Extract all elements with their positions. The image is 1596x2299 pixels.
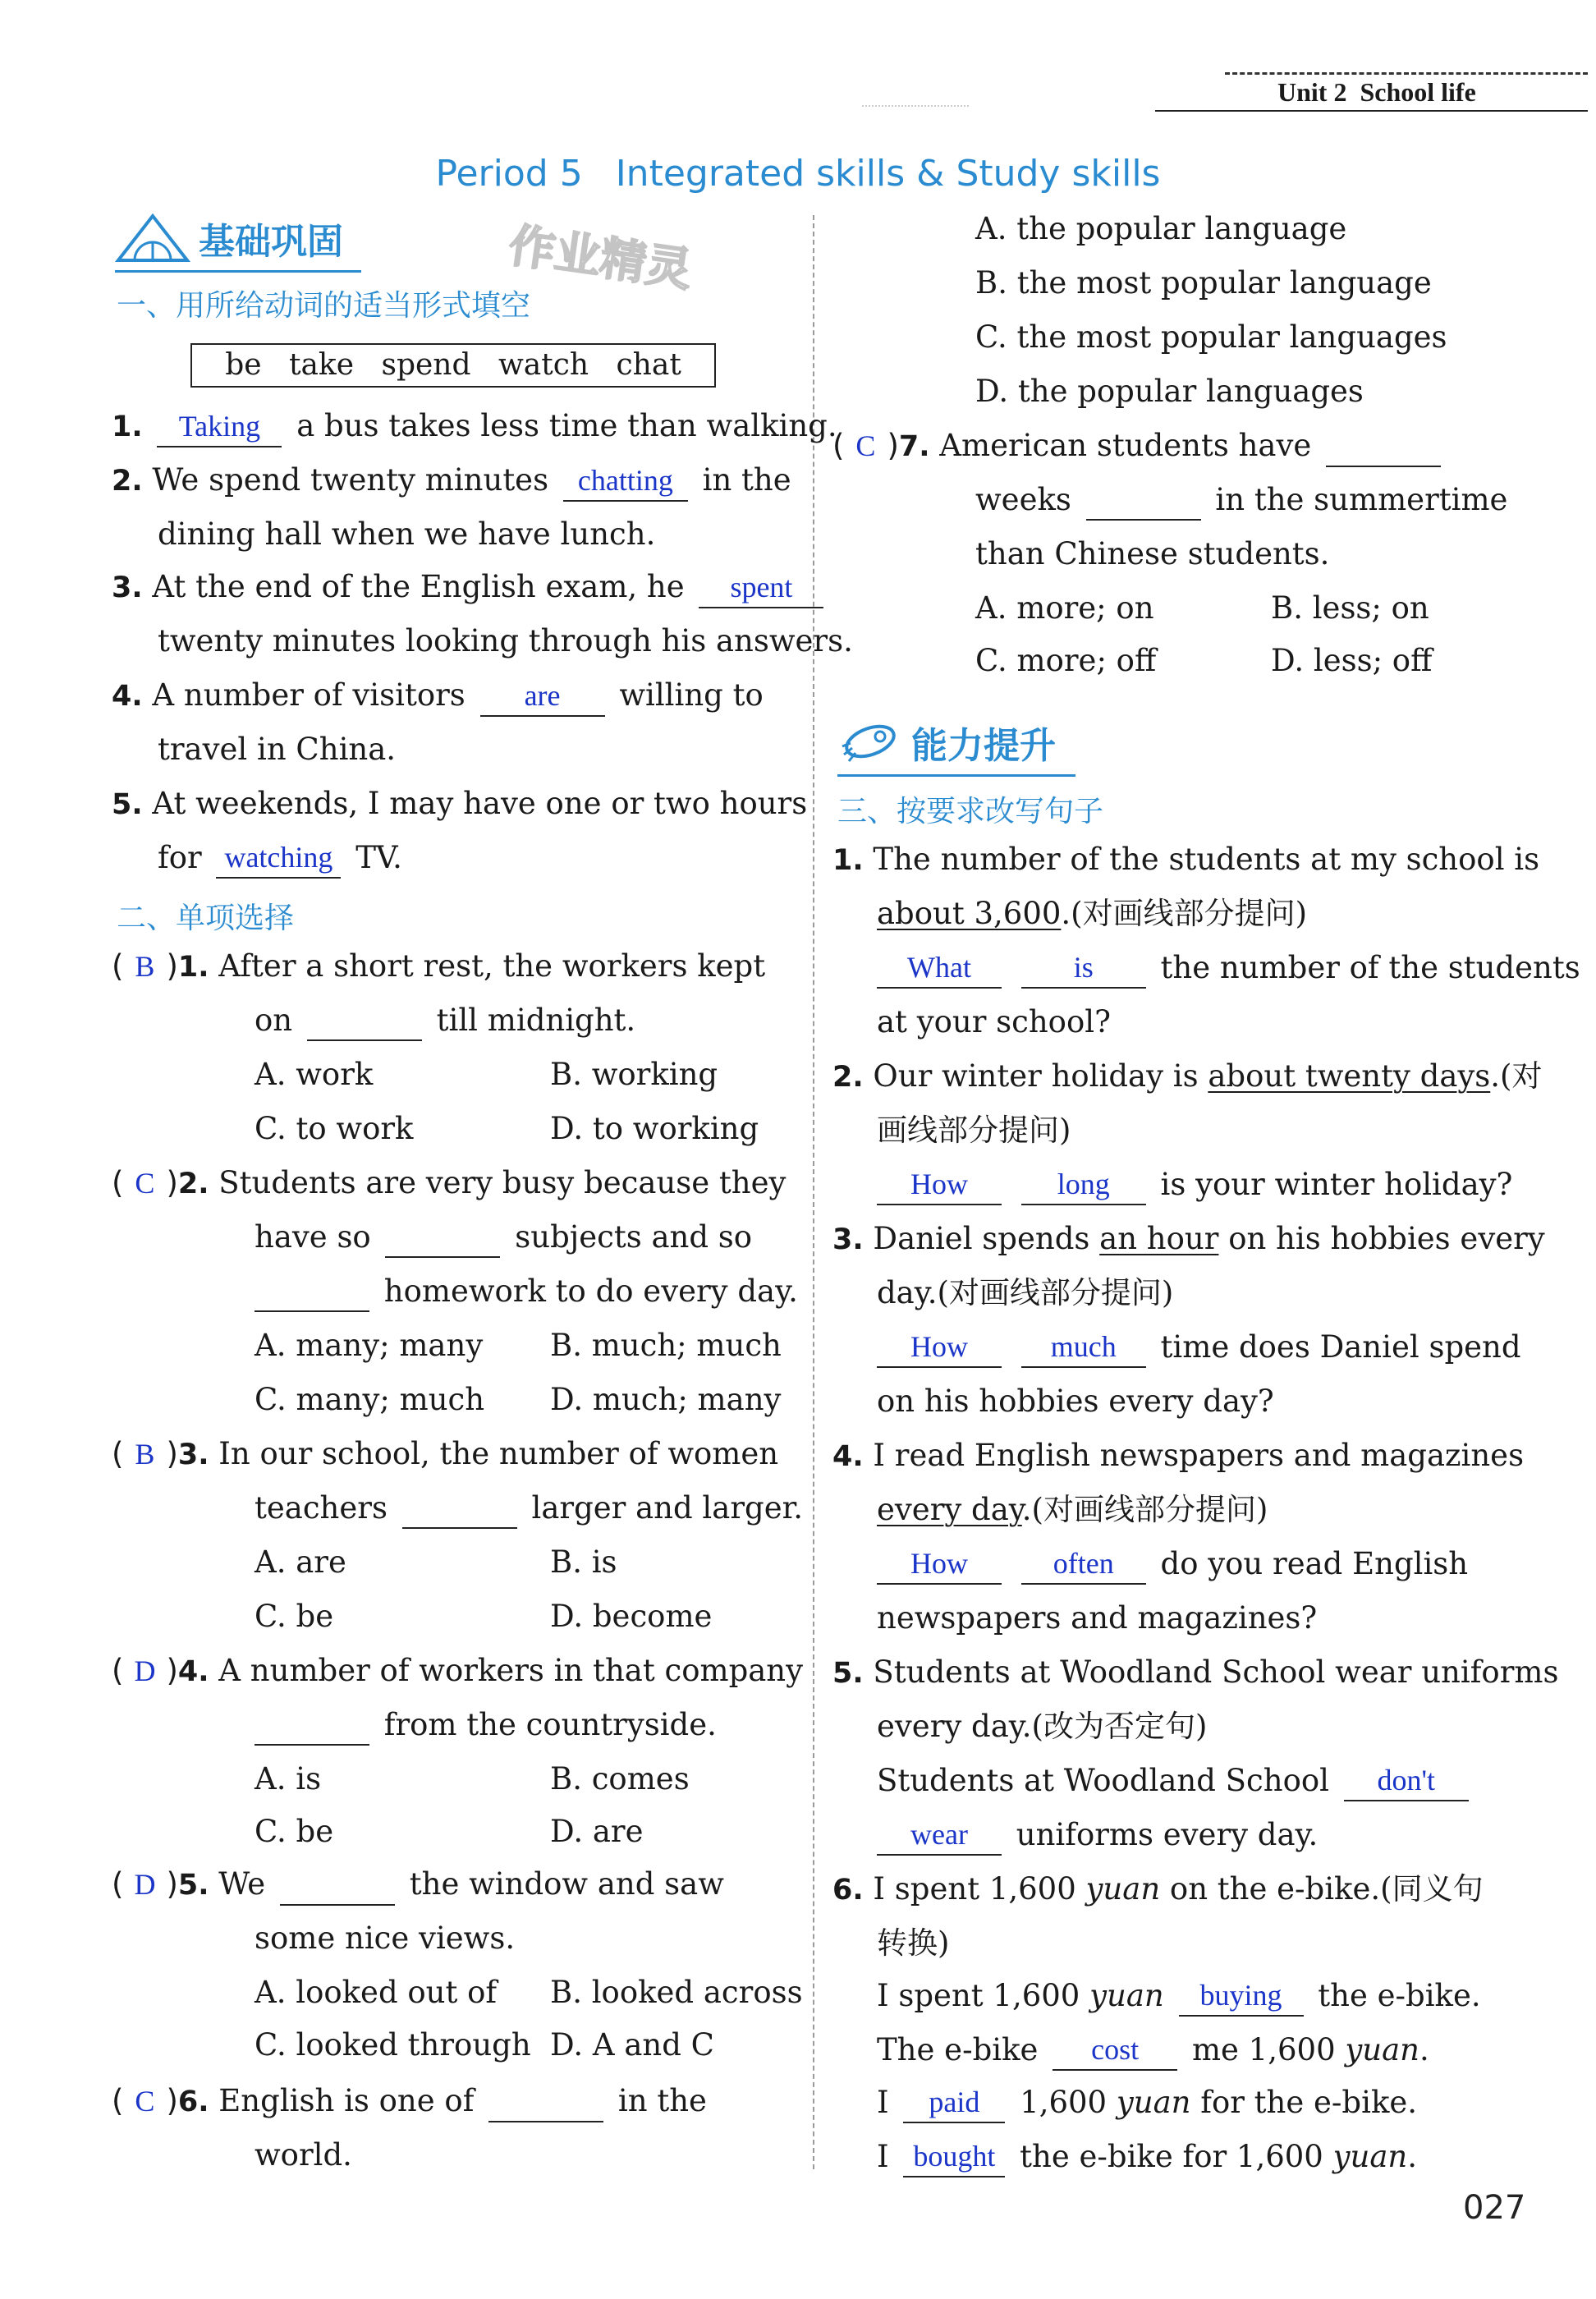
fill-q5: 5. At weekends, I may have one or two hours <box>112 786 808 821</box>
mc-q3-option-b[interactable]: B. is <box>550 1544 617 1580</box>
rewrite-q6-sentence-3: I paid 1,600 yuan for the e-bike. <box>877 2082 1417 2123</box>
page-title: Period 5 Integrated skills & Study skills <box>435 153 1161 195</box>
rewrite-q5-line2: every day.(改为否定句) <box>877 1709 1208 1744</box>
mc-q7-stem-2: than Chinese students. <box>975 536 1330 571</box>
mc-q2-option-b[interactable]: B. much; much <box>550 1328 782 1363</box>
mc-q5-option-c[interactable]: C. looked through <box>255 2027 531 2063</box>
rewrite-q4-line2: every day.(对画线部分提问) <box>877 1492 1268 1527</box>
mc-q1: ( B )1. After a short rest, the workers kept <box>112 948 766 984</box>
answer-blank[interactable] <box>385 1222 500 1258</box>
rewrite-q2-line2: 画线部分提问) <box>877 1113 1071 1148</box>
rewrite-q6-sentence-2: The e-bike cost me 1,600 yuan. <box>877 2030 1429 2071</box>
mc-q5-option-b[interactable]: B. looked across <box>550 1975 803 2010</box>
page-number: 027 <box>1463 2189 1526 2227</box>
answer-blank[interactable]: bought <box>903 2141 1005 2177</box>
mc-q3-option-c[interactable]: C. be <box>255 1599 334 1634</box>
mc-q6-option-c[interactable]: C. the most popular languages <box>975 319 1447 355</box>
fill-q5-cont: for watching TV. <box>158 837 402 879</box>
mc-q1-stem: on till midnight. <box>255 1000 635 1041</box>
rocket-icon <box>837 718 903 766</box>
decorative-dots <box>862 105 969 107</box>
answer-blank[interactable]: Taking <box>157 411 282 447</box>
answer-blank[interactable] <box>255 1276 369 1312</box>
rewrite-q4-answer: How often do you read English <box>877 1544 1468 1585</box>
answer-blank[interactable]: much <box>1021 1332 1146 1368</box>
rewrite-q2: 2. Our winter holiday is about twenty days.(对 <box>832 1058 1543 1094</box>
rewrite-q6-sentence-1: I spent 1,600 yuan buying the e-bike. <box>877 1975 1481 2017</box>
mc-q6-option-a[interactable]: A. the popular language <box>975 211 1347 246</box>
mc-q6: ( C )6. English is one of in the <box>112 2081 707 2122</box>
rewrite-q6: 6. I spent 1,600 yuan on the e-bike.(同义句 <box>832 1871 1484 1907</box>
section-advanced-heading: 能力提升 <box>837 716 1056 769</box>
answer-blank[interactable] <box>1326 431 1441 467</box>
rewrite-q1: 1. The number of the students at my school is <box>832 842 1540 877</box>
answer-blank[interactable]: don't <box>1344 1765 1469 1801</box>
fill-q1: 1. Taking a bus takes less time than walking. <box>112 406 837 447</box>
section-basic-heading: 基础巩固 <box>115 212 343 264</box>
header-dashed-rule <box>1225 72 1588 75</box>
answer-blank[interactable] <box>1086 484 1201 521</box>
column-divider <box>813 215 814 2169</box>
rewrite-q4: 4. I read English newspapers and magazines <box>832 1438 1525 1473</box>
answer-blank[interactable]: are <box>480 681 605 717</box>
mc-q7-option-c[interactable]: C. more; off <box>975 643 1157 678</box>
answer-blank[interactable]: What <box>877 952 1002 989</box>
mc-q6-stem: world. <box>255 2137 352 2173</box>
mc-q2-stem: have so subjects and so <box>255 1217 752 1258</box>
answer-blank[interactable]: is <box>1021 952 1146 989</box>
mc-q4-stem: from the countryside. <box>255 1705 717 1746</box>
answer-blank[interactable]: How <box>877 1332 1002 1368</box>
rewrite-q4-line4: newspapers and magazines? <box>877 1600 1318 1636</box>
watermark: 作业精灵 <box>505 218 695 298</box>
multiple-choice-heading: 二、单项选择 <box>117 902 295 935</box>
mc-q2-option-a[interactable]: A. many; many <box>255 1328 484 1363</box>
rewrite-q1-answer: What is the number of the students <box>877 948 1580 989</box>
rewrite-q1-line4: at your school? <box>877 1004 1111 1039</box>
mc-q1-option-b[interactable]: B. working <box>550 1057 718 1092</box>
mc-q7-option-a[interactable]: A. more; on <box>975 590 1154 626</box>
answer-blank[interactable] <box>307 1005 422 1041</box>
answer-blank[interactable]: buying <box>1179 1980 1304 2017</box>
mc-q3-option-a[interactable]: A. are <box>255 1544 346 1580</box>
rewrite-q3-line2: day.(对画线部分提问) <box>877 1275 1174 1310</box>
header-rule <box>1155 110 1588 112</box>
answer-blank[interactable]: wear <box>877 1819 1002 1856</box>
answer-blank[interactable]: spent <box>699 572 823 608</box>
mc-q1-option-a[interactable]: A. work <box>255 1057 374 1092</box>
mc-q2-option-d[interactable]: D. much; many <box>550 1382 782 1417</box>
mc-q2: ( C )2. Students are very busy because they <box>112 1165 787 1200</box>
mc-q1-option-c[interactable]: C. to work <box>255 1111 414 1146</box>
rewrite-q5: 5. Students at Woodland School wear uniforms <box>832 1654 1559 1690</box>
mc-q1-option-d[interactable]: D. to working <box>550 1111 759 1146</box>
word-bank: be take spend watch chat <box>190 343 716 388</box>
fill-q4: 4. A number of visitors are willing to <box>112 675 764 717</box>
unit-header: Unit 2 School life <box>1277 77 1476 107</box>
rewrite-q3: 3. Daniel spends an hour on his hobbies every <box>832 1221 1545 1256</box>
answer-blank[interactable] <box>280 1870 395 1906</box>
answer-blank[interactable]: chatting <box>563 466 688 502</box>
mc-q2-option-c[interactable]: C. many; much <box>255 1382 485 1417</box>
mc-q7-option-b[interactable]: B. less; on <box>1271 590 1429 626</box>
answer-blank[interactable] <box>488 2086 603 2122</box>
rewrite-heading: 三、按要求改写句子 <box>837 795 1104 828</box>
mc-q2-stem-2: homework to do every day. <box>255 1271 798 1312</box>
answer-blank[interactable] <box>255 1709 369 1746</box>
mc-q3: ( B )3. In our school, the number of women <box>112 1436 779 1471</box>
mc-q5: ( D )5. We the window and saw <box>112 1864 724 1906</box>
rewrite-q5-answer: Students at Woodland School don't <box>877 1760 1474 1801</box>
answer-blank[interactable] <box>402 1493 517 1529</box>
mc-q4-option-c[interactable]: C. be <box>255 1814 334 1849</box>
answer-blank[interactable]: How <box>877 1169 1002 1205</box>
rewrite-q6-line2: 转换) <box>877 1925 950 1961</box>
answer-blank[interactable]: watching <box>216 842 341 879</box>
rewrite-q6-sentence-4: I bought the e-bike for 1,600 yuan. <box>877 2136 1417 2177</box>
rewrite-q1-line2: about 3,600.(对画线部分提问) <box>877 896 1308 931</box>
mc-q7: ( C )7. American students have <box>832 425 1446 467</box>
fill-q3-cont: twenty minutes looking through his answers. <box>158 623 853 658</box>
answer-blank[interactable]: paid <box>903 2087 1005 2123</box>
fill-q2-cont: dining hall when we have lunch. <box>158 516 656 552</box>
rewrite-q3-answer: How much time does Daniel spend <box>877 1327 1521 1368</box>
mc-q5-option-d[interactable]: D. A and C <box>550 2027 714 2063</box>
fill-q3: 3. At the end of the English exam, he spent <box>112 567 828 608</box>
mc-q7-stem: weeks in the summertime <box>975 480 1507 521</box>
fill-q4-cont: travel in China. <box>158 732 397 767</box>
mc-q7-option-d[interactable]: D. less; off <box>1271 643 1433 678</box>
rewrite-q2-answer: How long is your winter holiday? <box>877 1164 1512 1205</box>
ruler-protractor-icon <box>115 213 190 264</box>
mc-q4-option-b[interactable]: B. comes <box>550 1761 690 1797</box>
mc-q4-option-d[interactable]: D. are <box>550 1814 644 1849</box>
answer-blank[interactable]: How <box>877 1549 1002 1585</box>
mc-q4: ( D )4. A number of workers in that company <box>112 1653 804 1688</box>
fill-q2: 2. We spend twenty minutes chatting in the <box>112 460 791 502</box>
answer-blank[interactable]: cost <box>1053 2035 1177 2071</box>
mc-q5-option-a[interactable]: A. looked out of <box>255 1975 498 2010</box>
mc-q3-stem: teachers larger and larger. <box>255 1488 803 1529</box>
mc-q4-option-a[interactable]: A. is <box>255 1761 322 1797</box>
fill-in-heading: 一、用所给动词的适当形式填空 <box>117 289 531 323</box>
mc-q3-option-d[interactable]: D. become <box>550 1599 713 1634</box>
mc-q6-option-b[interactable]: B. the most popular language <box>975 265 1432 301</box>
rewrite-q3-line4: on his hobbies every day? <box>877 1384 1274 1419</box>
answer-blank[interactable]: often <box>1021 1549 1146 1585</box>
answer-blank[interactable]: long <box>1021 1169 1146 1205</box>
rewrite-q5-answer-2: wear uniforms every day. <box>877 1815 1318 1856</box>
mc-q5-stem: some nice views. <box>255 1920 516 1956</box>
mc-q6-option-d[interactable]: D. the popular languages <box>975 374 1364 409</box>
